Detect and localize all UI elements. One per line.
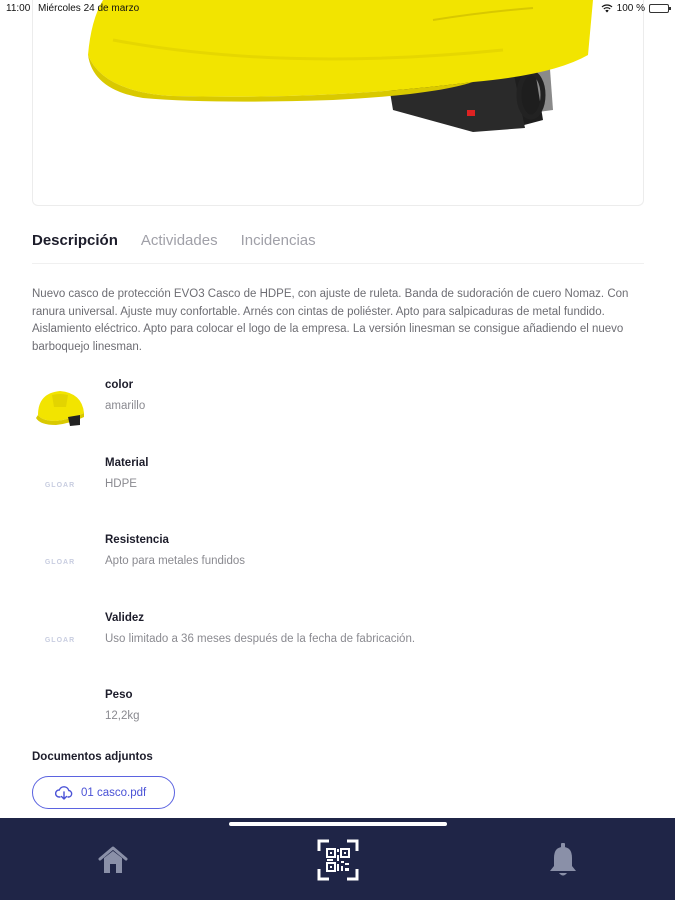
attribute-title: Peso [105, 689, 133, 701]
placeholder-logo: GLOAR [44, 558, 76, 566]
attribute-material [32, 457, 644, 517]
attribute-thumbnail [32, 534, 88, 590]
battery-icon [649, 4, 669, 13]
nav-home-button[interactable] [91, 838, 135, 882]
tab-descripcion[interactable]: Descripción [32, 232, 118, 249]
cloud-download-icon [55, 786, 73, 800]
document-download-button[interactable] [32, 776, 175, 809]
attribute-color [32, 379, 644, 439]
tab-incidencias[interactable]: Incidencias [240, 232, 316, 249]
battery-percentage: 100 % [616, 3, 645, 14]
document-filename: 01 casco.pdf [81, 786, 147, 799]
status-date: Miércoles 24 de marzo [38, 3, 140, 14]
home-icon [97, 845, 129, 875]
attribute-validez [32, 612, 644, 672]
tab-actividades[interactable]: Actividades [140, 232, 218, 249]
attribute-value: Uso limitado a 36 meses después de la fecha de fabricación. [105, 633, 416, 645]
attribute-value: HDPE [105, 478, 137, 490]
status-time: 11:00 [6, 3, 31, 14]
home-indicator [229, 822, 447, 826]
attribute-resistencia [32, 534, 644, 594]
attribute-thumbnail [32, 457, 88, 513]
nav-scan-button[interactable] [316, 838, 360, 882]
attribute-title: Validez [105, 612, 144, 624]
tab-bar [32, 230, 644, 264]
helmet-image [33, 0, 644, 206]
placeholder-logo: GLOAR [44, 636, 76, 644]
product-description: Nuevo casco de protección EVO3 Casco de HDPE, con ajuste de ruleta. Banda de sudoración de cuero Nomaz. Con ranura universal. Ajuste muy confortable. Arnés con cintas de poliéster. Apto para salpicaduras de metal fundido. Aislamiento eléctrico. Apto para colocar el logo de la empresa. La versión linesman se consigue añadiendo el nuevo barboquejo linesman. [32, 288, 629, 353]
status-bar [0, 0, 675, 18]
bell-icon [548, 842, 578, 878]
status-indicators [601, 3, 669, 14]
attribute-title: color [105, 379, 134, 391]
attribute-title: Resistencia [105, 534, 169, 546]
qr-scan-icon [317, 839, 359, 881]
attribute-value: amarillo [105, 400, 146, 412]
helmet-thumbnail-icon [32, 385, 88, 429]
wifi-icon [601, 4, 613, 13]
attribute-value: 12,2kg [105, 710, 140, 722]
product-image-card [32, 0, 644, 206]
attribute-thumbnail [32, 379, 88, 435]
bottom-navigation [0, 818, 675, 900]
documents-title: Documentos adjuntos [32, 751, 153, 763]
attribute-title: Material [105, 457, 149, 469]
attribute-thumbnail [32, 612, 88, 668]
attribute-value: Apto para metales fundidos [105, 555, 246, 567]
nav-notifications-button[interactable] [541, 838, 585, 882]
placeholder-logo: GLOAR [44, 481, 76, 489]
attribute-peso [32, 689, 644, 749]
